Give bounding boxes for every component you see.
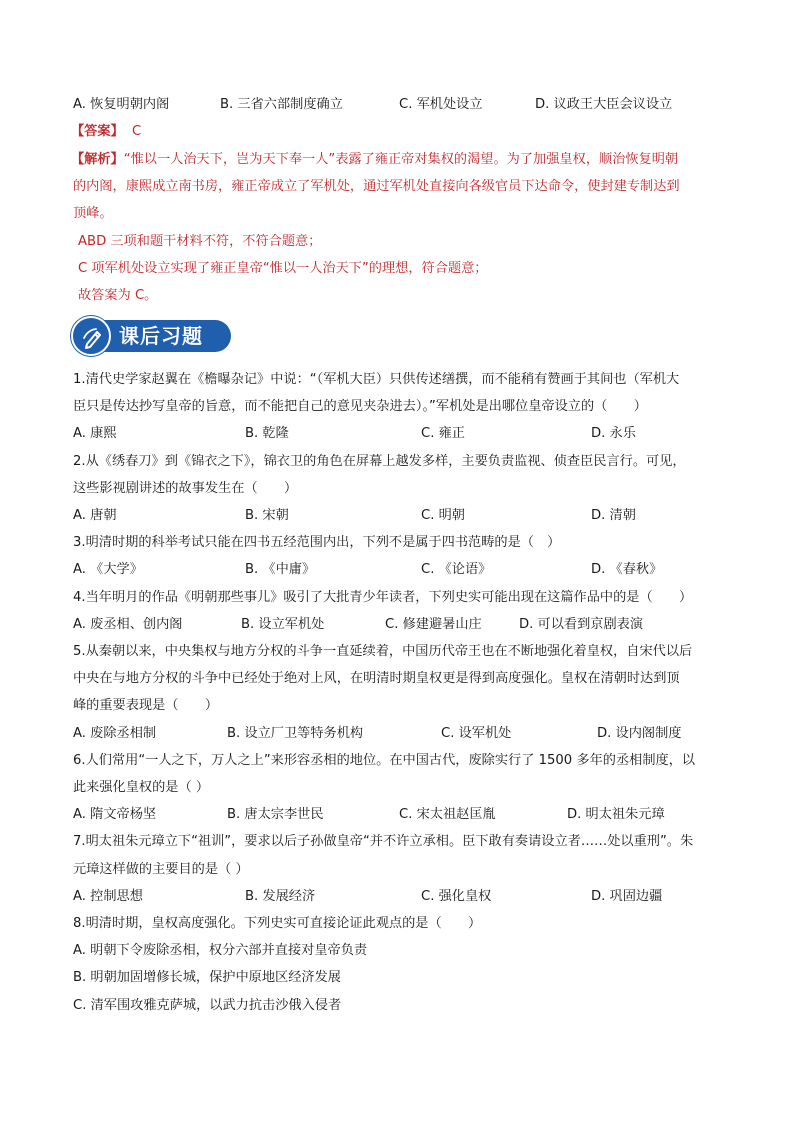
question-1-option-c: C. 雍正 [421, 426, 465, 442]
question-2-line-2: 这些影视剧讲述的故事发生在（ ） [73, 480, 298, 496]
question-4-option-b: B. 设立军机处 [241, 616, 325, 632]
question-1-line-1: 1.清代史学家赵翼在《檐曝杂记》中说：“（军机大臣）只供传述缮撰，而不能稍有赞画于其间也（军机大 [73, 372, 680, 387]
question-3-options [73, 560, 713, 580]
analysis-label: 【解析】 [71, 152, 124, 167]
question-4-option-d: D. 可以看到京剧表演 [519, 616, 644, 632]
question-6-line-1: 6.人们常用“一人之下，万人之上”来形容丞相的地位。在中国古代，废除实行了 1500 多年的丞相制度，以 [73, 752, 696, 768]
question-8-line-3: B. 明朝加固增修长城，保护中原地区经济发展 [73, 970, 341, 986]
question-1-option-b: B. 乾隆 [245, 426, 289, 442]
analysis-line-3: 顶峰。 [73, 206, 113, 221]
question-2-option-d: D. 清朝 [591, 508, 636, 523]
analysis-line-2: 的内阁，康熙成立南书房，雍正帝成立了军机处，通过军机处直接向各级官员下达命令，使封建专制达到 [73, 179, 680, 194]
question-7-line-1: 7.明太祖朱元璋立下“祖训”，要求以后子孙做皇帝“并不许立承相。臣下敢有奏请设立者……处以重刑”。朱 [73, 834, 694, 850]
question-7-option-a: A. 控制思想 [73, 888, 143, 904]
question-3-option-b: B. 《中庸》 [245, 562, 316, 578]
question-1-options [73, 424, 713, 444]
question-2-line-1: 2.从《绣春刀》到《锦衣之下》，锦衣卫的角色在屏幕上越发多样，主要负责监视、侦查臣民言行。可见， [73, 453, 686, 469]
question-7-option-d: D. 巩固边疆 [591, 888, 663, 904]
analysis-line-6: 故答案为 C。 [78, 288, 158, 303]
option-c: C. 军机处设立 [399, 97, 483, 112]
question-2-option-c: C. 明朝 [421, 508, 465, 523]
answer-line [71, 122, 141, 142]
question-6-options [73, 805, 713, 825]
question-1-option-a: A. 康熙 [73, 426, 117, 442]
question-8-line-1: 8.明清时期，皇权高度强化。下列史实可直接论证此观点的是（ ） [73, 916, 482, 931]
option-b: B. 三省六部制度确立 [220, 97, 343, 112]
question-7-option-c: C. 强化皇权 [421, 888, 492, 904]
question-5-option-a: A. 废除丞相制 [73, 725, 157, 741]
section-banner [71, 316, 231, 356]
analysis-line-1 [71, 150, 678, 170]
question-5-line-3: 峰的重要表现是（ ） [73, 698, 219, 714]
question-6-line-2: 此来强化皇权的是（ ） [73, 780, 210, 795]
analysis-line-4: ABD 三项和题干材料不符，不符合题意； [78, 234, 322, 249]
question-7-options [73, 887, 713, 907]
question-4-option-a: A. 废丞相、创内阁 [73, 616, 183, 632]
question-6-option-d: D. 明太祖朱元璋 [567, 807, 665, 823]
option-d: D. 议政王大臣会议设立 [535, 97, 673, 112]
question-6-option-c: C. 宋太祖赵匡胤 [399, 807, 496, 823]
question-5-option-c: C. 设军机处 [441, 725, 512, 741]
question-5-options [73, 724, 713, 744]
question-4-option-c: C. 修建避暑山庄 [385, 616, 482, 632]
section-title: 课后习题 [119, 324, 203, 348]
question-7-option-b: B. 发展经济 [245, 888, 316, 904]
question-1-option-d: D. 永乐 [591, 426, 636, 442]
question-6-option-b: B. 唐太宗李世民 [227, 807, 324, 823]
question-1-line-2: 臣只是传达抄写皇帝的旨意，而不能把自己的意见夹杂进去）。”军机处是出哪位皇帝设立的（ ） [73, 399, 647, 415]
question-3-line-1: 3.明清时期的科举考试只能在四书五经范围内出，下列不是属于四书范畴的是（ ） [73, 535, 561, 551]
question-2-options [73, 506, 713, 526]
question-5-option-b: B. 设立厂卫等特务机构 [227, 725, 364, 741]
pencil-icon [71, 316, 111, 356]
question-4-line-1: 4.当年明月的作品《明朝那些事儿》吸引了大批青少年读者，下列史实可能出现在这篇作品中的是（ ） [73, 589, 693, 605]
question-2-option-a: A. 唐朝 [73, 508, 117, 523]
question-7-line-2: 元璋这样做的主要目的是（ ） [73, 861, 249, 877]
question-4-options [73, 615, 713, 635]
question-3-option-c: C. 《论语》 [421, 562, 492, 578]
analysis-text-1: “惟以一人治天下，岂为天下奉一人”表露了雍正帝对集权的渴望。为了加强皇权，顺治恢复明朝 [123, 152, 679, 167]
question-6-option-a: A. 隋文帝杨坚 [73, 807, 157, 823]
question-8-line-4: C. 清军围攻雅克萨城，以武力抗击沙俄入侵者 [73, 997, 342, 1013]
question-2-option-b: B. 宋朝 [245, 508, 289, 523]
option-a: A. 恢复明朝内阁 [73, 97, 170, 112]
answer-value: C [131, 124, 142, 139]
question-5-line-2: 中央在与地方分权的斗争中已经处于绝对上风，在明清时期皇权更是得到高度强化。皇权在清朝时达到顶 [73, 671, 680, 687]
question-5-line-1: 5.从秦朝以来，中央集权与地方分权的斗争一直延续着，中国历代帝王也在不断地强化着皇权，自宋代以后 [73, 644, 693, 659]
question-3-option-d: D. 《春秋》 [591, 562, 663, 578]
prev-question-options [73, 95, 713, 115]
question-3-option-a: A. 《大学》 [73, 562, 143, 578]
question-5-option-d: D. 设内阁制度 [597, 725, 682, 741]
answer-label: 【答案】 [71, 124, 124, 139]
analysis-line-5: C 项军机处设立实现了雍正皇帝“惟以一人治天下”的理想，符合题意； [78, 261, 488, 276]
question-8-line-2: A. 明朝下令废除丞相，权分六部并直接对皇帝负责 [73, 943, 368, 959]
